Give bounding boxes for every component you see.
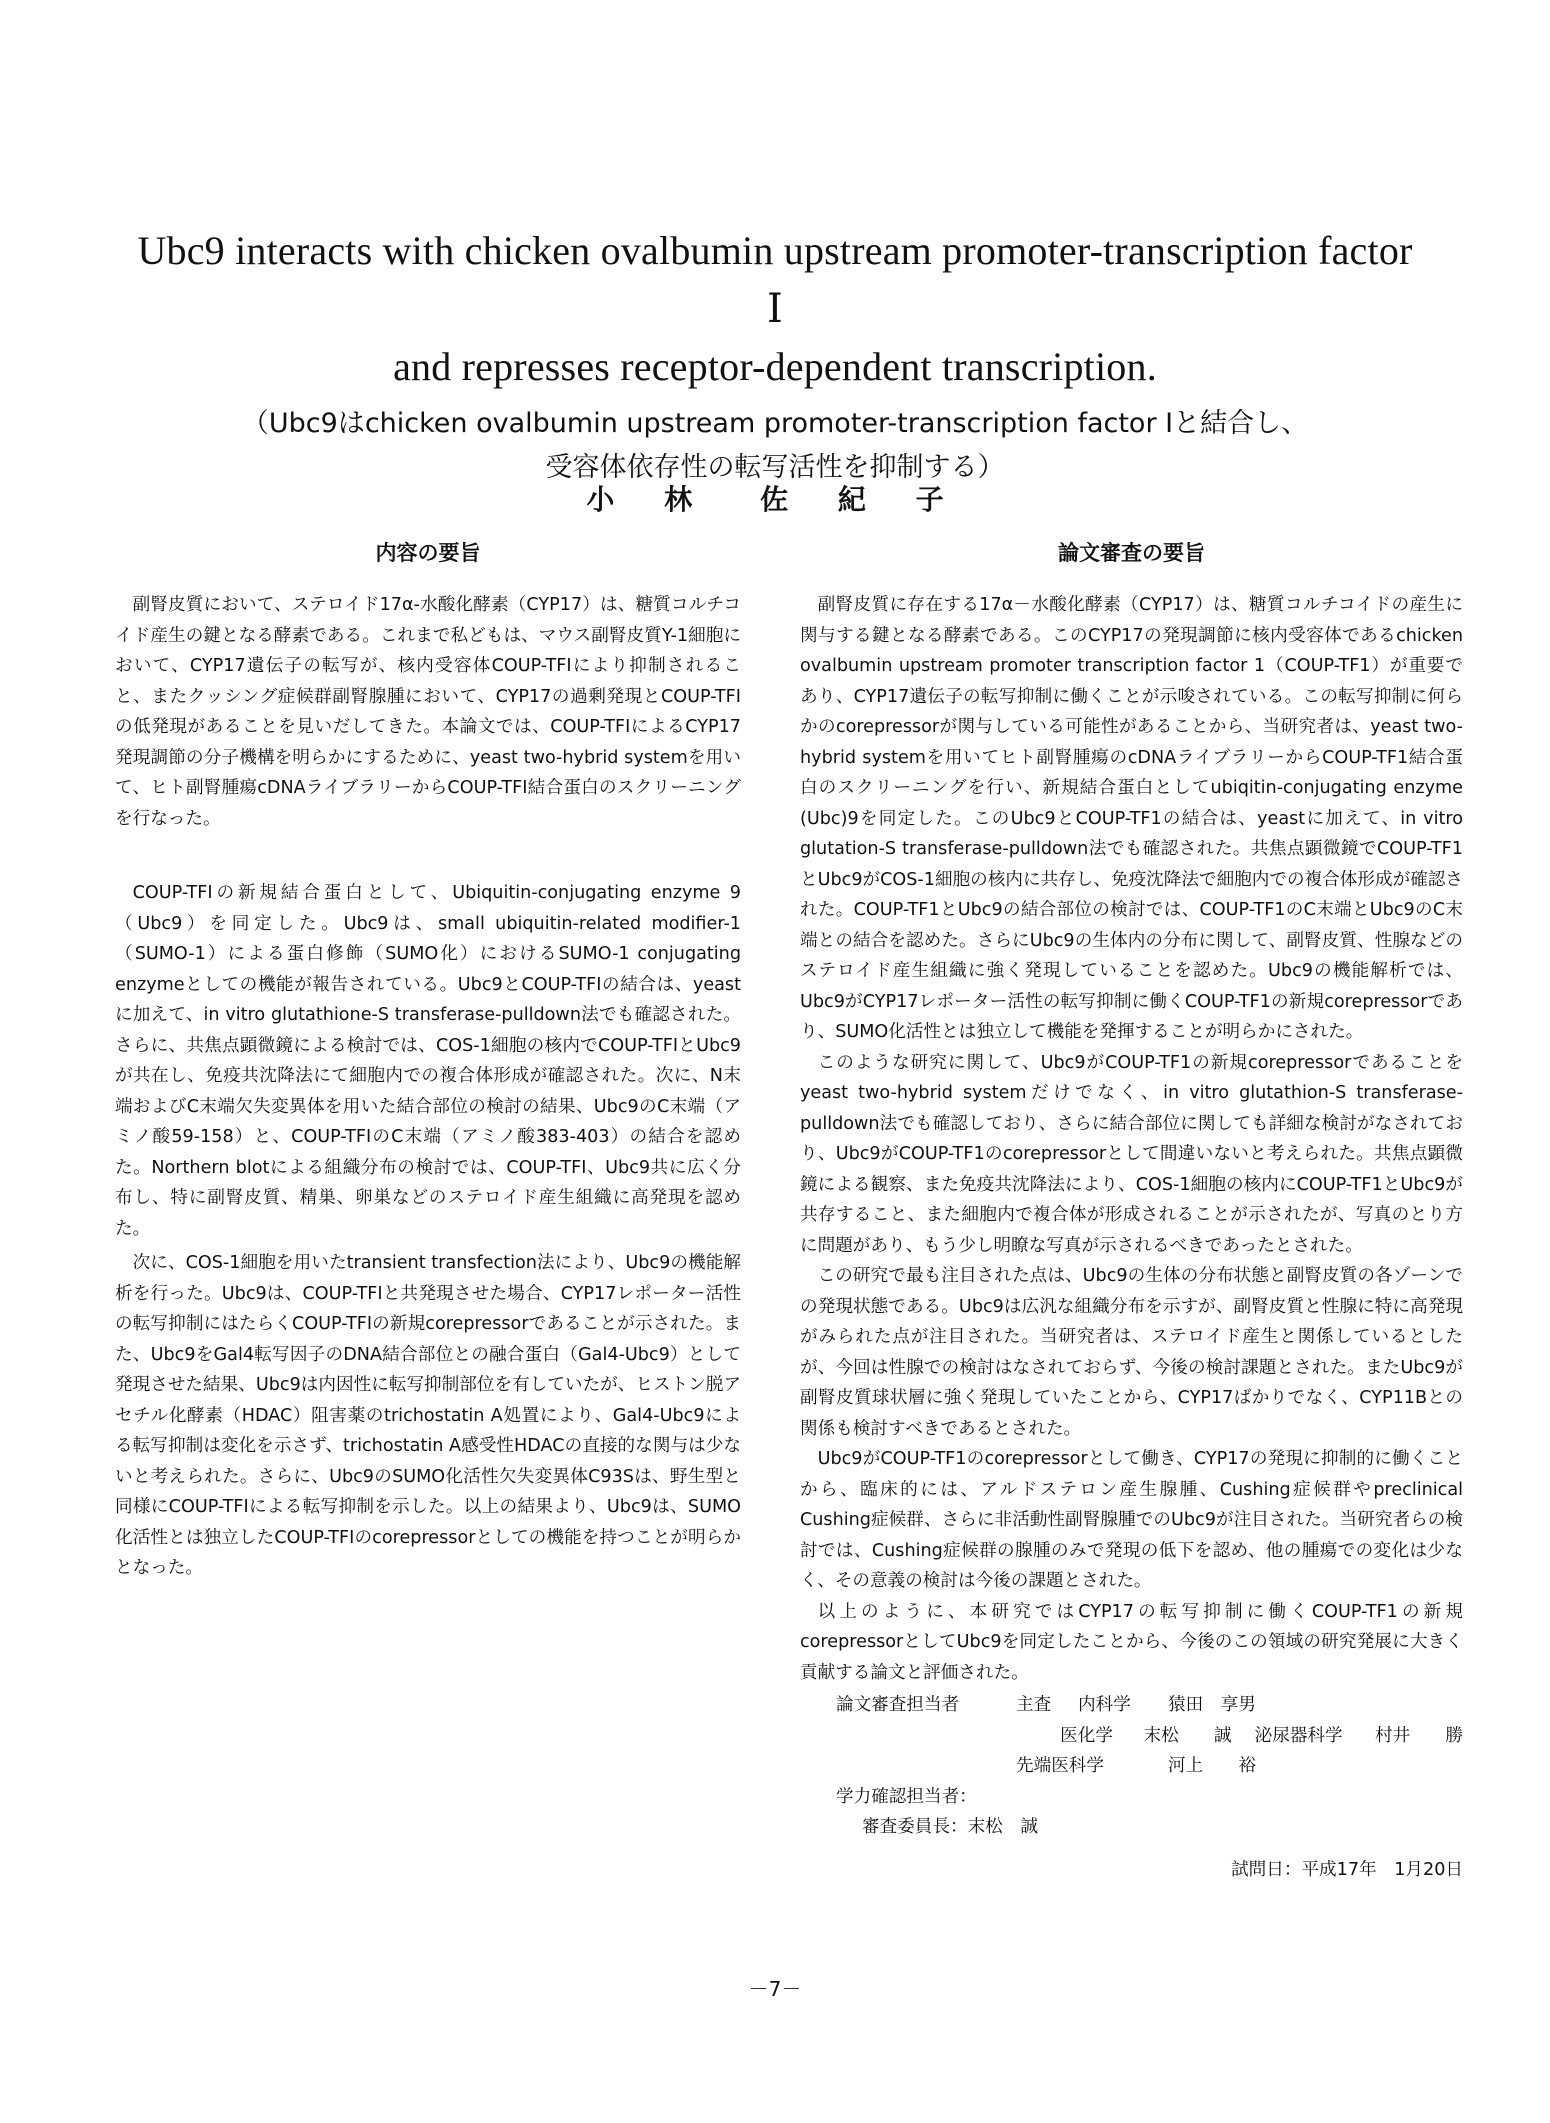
title-japanese xyxy=(130,402,1420,490)
review-summary-paragraph: Ubc9がCOUP-TF1のcorepressorとして働き、CYP17の発現に抑制的に働くことから、臨床的には、アルドステロン産生腺腫、Cushing症候群やpreclinical Cushing症候群、さらに非活動性副腎腺腫でのUbc9が注目された。当研究者らの検討では、Cushing症候群の腺腫のみで発現の低下を認め、他の腫瘍での変化は少なく、その意義の検討は今後の課題とされた。 xyxy=(800,1449,1463,1591)
review-committee-row xyxy=(800,1690,1463,1721)
title-english xyxy=(130,222,1420,396)
review-summary-paragraph: 副腎皮質に存在する17α－水酸化酵素（CYP17）は、糖質コルチコイドの産生に関与する鍵となる酵素である。このCYP17の発現調節に核内受容体であるchicken ovalbumin upstream promoter transcription factor 1（COUP-TF1）が重要であり、CYP17遺伝子の転写抑制に働くことが示唆されている。この転写抑制に何らかのcorepressorが関与している可能性があることから、当研究者は、yeast two-hybrid systemを用いてヒト副腎腫瘍のcDNAライブラリーからCOUP-TF1結合蛋白のスクリーニングを行い、新規結合蛋白としてubiqitin-conjugating enzyme (Ubc)9を同定した。このUbc9とCOUP-TF1の結合は、yeastに加えて、in vitro glutation-S transferase-pulldown法でも確認された。共焦点顕微鏡でCOUP-TF1とUbc9がCOS-1細胞の核内に共存し、免疫沈降法で細胞内での複合体形成が確認された。COUP-TF1とUbc9の結合部位の検討では、COUP-TF1のC末端とUbc9のC末端との結合を認めた。さらにUbc9の生体内の分布に関して、副腎皮質、性腺などのステロイド産生組織に強く発現していることを認めた。Ubc9の機能解析では、Ubc9がCYP17レポーター活性の転写抑制に働くCOUP-TF1の新規corepressorであり、SUMO化活性とは独立して機能を発揮することが明らかにされた。 xyxy=(800,595,1463,1042)
exam-date: 試問日：平成17年 1月20日 xyxy=(1231,1859,1463,1880)
review-committee-row xyxy=(800,1721,1463,1752)
title-english-line2: and represses receptor-dependent transcription. xyxy=(393,344,1157,389)
content-summary-paragraph: COUP-TFIの新規結合蛋白として、Ubiquitin-conjugating enzyme 9（Ubc9）を同定した。Ubc9は、small ubiquitin-related modifier-1（SUMO-1）による蛋白修飾（SUMO化）におけるSUMO-1 conjugating enzymeとしての機能が報告されている。Ubc9とCOUP-TFIの結合は、yeastに加えて、in vitro glutathione-S transferase-pulldown法でも確認された。さらに、共焦点顕微鏡による検討では、COS-1細胞の核内でCOUP-TFIとUbc9が共在し、免疫共沈降法にて細胞内での複合体形成が確認された。次に、N末端およびC末端欠失変異体を用いた結合部位の検討の結果、Ubc9のC末端（アミノ酸59-158）と、COUP-TFIのC末端（アミノ酸383-403）の結合を認めた。Northern blotによる組織分布の検討では、COUP-TFI、Ubc9共に広く分布し、特に副腎皮質、精巣、卵巣などのステロイド産生組織に高発現を認めた。 xyxy=(115,883,741,1239)
review-committee-row xyxy=(800,1812,1463,1843)
review-summary-paragraph: このような研究に関して、Ubc9がCOUP-TF1の新規corepressorであることをyeast two-hybrid systemだけでなく、in vitro glutathion-S transferase-pulldown法でも確認しており、さらに結合部位に関しても詳細な検討がなされており、Ubc9がCOUP-TF1のcorepressorとして間違いないと考えられた。共焦点顕微鏡による観察、また免疫共沈降法により、COS-1細胞の核内にCOUP-TF1とUbc9が共存すること、また細胞内で複合体が形成されることが示されたが、写真のとり方に問題があり、もう少し明瞭な写真が示されるべきであったとされた。 xyxy=(800,1052,1463,1256)
chief-role: 主査 xyxy=(1016,1695,1052,1715)
title-japanese-line1: （Ubc9はchicken ovalbumin upstream promoter-transcription factor Ⅰと結合し、 xyxy=(241,408,1309,439)
page-number: －7－ xyxy=(748,1977,802,2001)
review-committee-row xyxy=(800,1782,1463,1813)
content-summary-column xyxy=(115,538,741,1584)
member3-name: 河上 裕 xyxy=(1168,1756,1256,1776)
member1-dept: 医化学 xyxy=(1060,1725,1113,1746)
chair-label: 審査委員長：末松 誠 xyxy=(862,1817,1038,1837)
member2-name: 村井 勝 xyxy=(1375,1725,1464,1746)
member1-name: 末松 誠 xyxy=(1143,1725,1232,1746)
title-english-line1: Ubc9 interacts with chicken ovalbumin upstream promoter-transcription factor Ⅰ xyxy=(137,228,1413,331)
title-block xyxy=(130,222,1420,490)
author-name: 小 林 佐 紀 子 xyxy=(586,483,964,516)
content-summary-heading: 内容の要旨 xyxy=(375,541,481,565)
review-summary-column xyxy=(800,538,1463,1885)
member3-dept: 先端医科学 xyxy=(1016,1756,1104,1776)
content-summary-paragraph: 次に、COS-1細胞を用いたtransient transfection法により、Ubc9の機能解析を行った。Ubc9は、COUP-TFIと共発現させた場合、CYP17レポーター活性の転写抑制にはたらくCOUP-TFIの新規corepressorであることが示された。また、Ubc9をGal4転写因子のDNA結合部位との融合蛋白（Gal4-Ubc9）として発現させた結果、Ubc9は内因性に転写抑制部位を有していたが、ヒストン脱アセチル化酵素（HDAC）阻害薬のtrichostatin A処置により、Gal4-Ubc9による転写抑制は変化を示さず、trichostatin A感受性HDACの直接的な関与は少ないと考えられた。さらに、Ubc9のSUMO化活性欠失変異体C93Sは、野生型と同様にCOUP-TFIによる転写抑制を示した。以上の結果より、Ubc9は、SUMO化活性とは独立したCOUP-TFIのcorepressorとしての機能を持つことが明らかとなった。 xyxy=(115,1253,741,1578)
confirm-label: 学力確認担当者： xyxy=(836,1786,977,1807)
committee-label: 論文審査担当者 xyxy=(836,1695,960,1715)
chief-dept: 内科学 xyxy=(1078,1695,1131,1715)
review-summary-paragraph: この研究で最も注目された点は、Ubc9の生体の分布状態と副腎皮質の各ゾーンでの発現状態である。Ubc9は広汎な組織分布を示すが、副腎皮質と性腺に特に高発現がみられた点が注目された。当研究者は、ステロイド産生と関係しているとしたが、今回は性腺での検討はなされておらず、今後の検討課題とされた。またUbc9が副腎皮質球状層に強く発現していたことから、CYP17ばかりでなく、CYP11Bとの関係も検討すべきであるとされた。 xyxy=(800,1266,1463,1439)
content-summary-paragraph: 副腎皮質において、ステロイド17α-水酸化酵素（CYP17）は、糖質コルチコイド産生の鍵となる酵素である。これまで私どもは、マウス副腎皮質Y-1細胞において、CYP17遺伝子の転写が、核内受容体COUP-TFIにより抑制されること、またクッシング症候群副腎腺腫において、CYP17の過剰発現とCOUP-TFIの低発現があることを見いだしてきた。本論文では、COUP-TFIによるCYP17発現調節の分子機構を明らかにするために、yeast two-hybrid systemを用いて、ヒト副腎腫瘍cDNAライブラリーからCOUP-TFI結合蛋白のスクリーニングを行なった。 xyxy=(115,595,741,829)
chief-name: 猿田 享男 xyxy=(1168,1695,1256,1715)
member2-dept: 泌尿器科学 xyxy=(1254,1725,1343,1746)
title-japanese-line2: 受容体依存性の転写活性を抑制する） xyxy=(545,452,1005,483)
review-summary-heading: 論文審査の要旨 xyxy=(1058,541,1205,565)
review-committee-row xyxy=(800,1751,1463,1782)
review-summary-paragraph: 以上のように、本研究ではCYP17の転写抑制に働くCOUP-TF1の新規corepressorとしてUbc9を同定したことから、今後のこの領域の研究発展に大きく貢献する論文と評価された。 xyxy=(800,1601,1463,1683)
review-committee xyxy=(800,1690,1463,1843)
